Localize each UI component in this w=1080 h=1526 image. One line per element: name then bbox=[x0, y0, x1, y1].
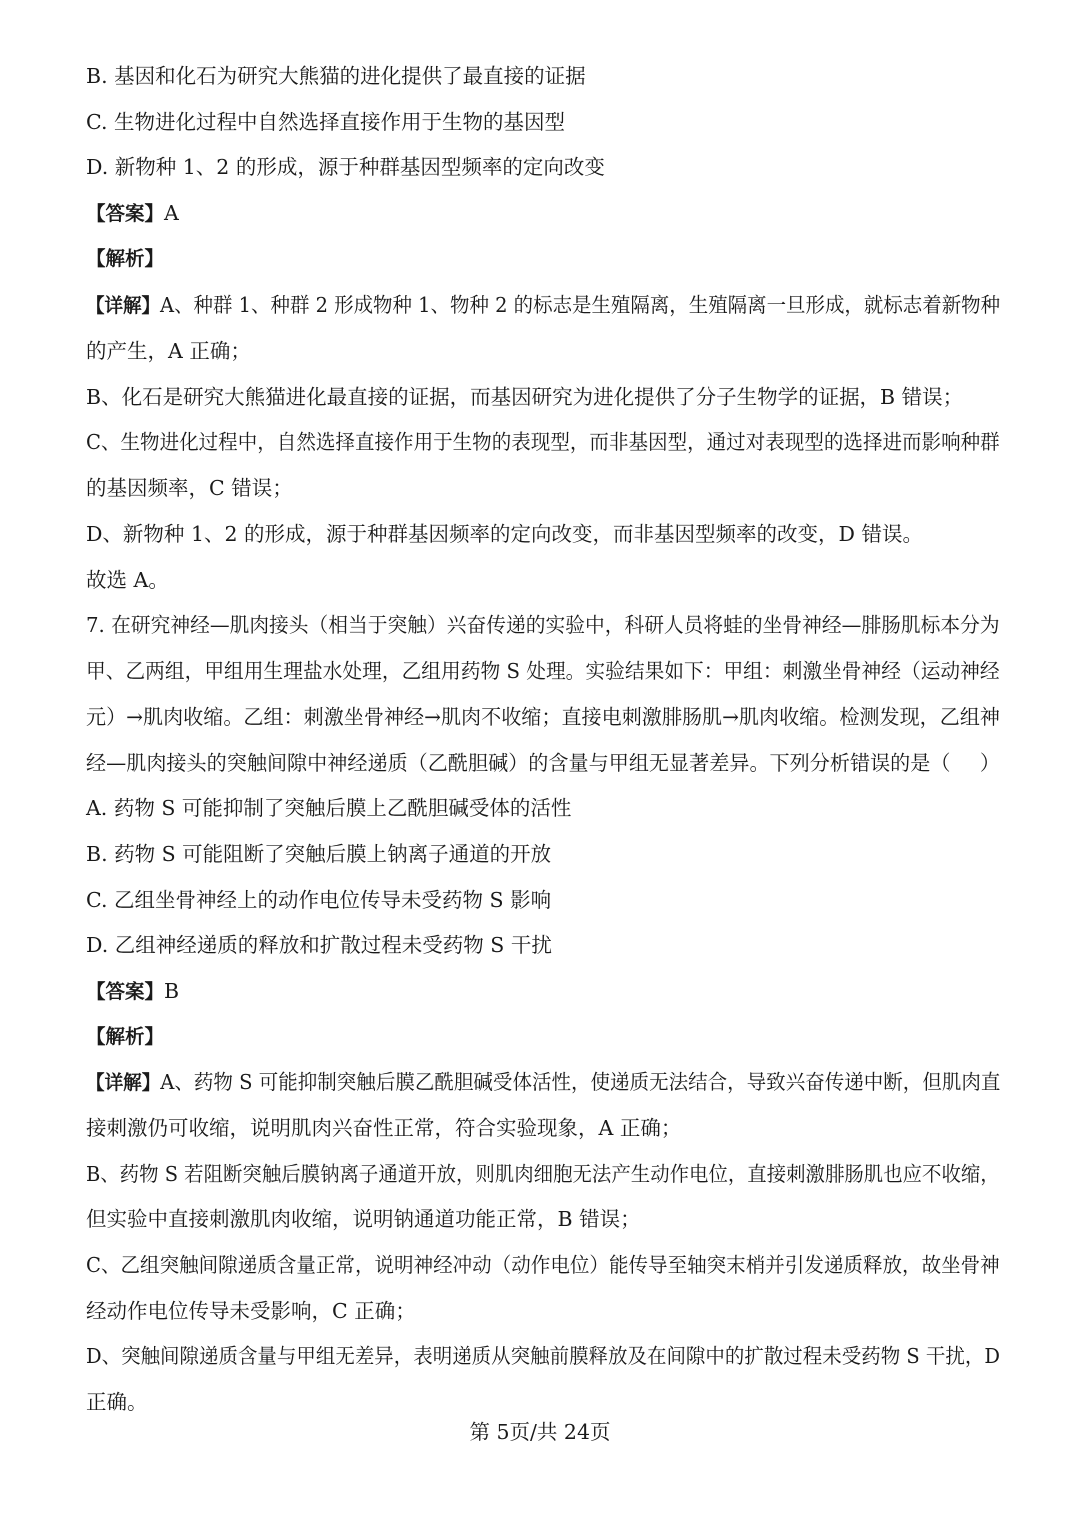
q7-option-d: D. 乙组神经递质的释放和扩散过程未受药物 S 干扰 bbox=[86, 933, 552, 957]
q6-detail-line bbox=[86, 291, 1000, 320]
q6-detail-line: B、化石是研究大熊猫进化最直接的证据，而基因研究为进化提供了分子生物学的证据，B 错误； bbox=[86, 385, 964, 409]
q7-detail-line: B、药物 S 若阻断突触后膜钠离子通道开放，则肌肉细胞无法产生动作电位，直接刺激腓肠肌也应不收缩， bbox=[86, 1162, 1000, 1186]
q7-option-a: A. 药物 S 可能抑制了突触后膜上乙酰胆碱受体的活性 bbox=[86, 796, 572, 820]
q7-stem-line: 7. 在研究神经—肌肉接头（相当于突触）兴奋传递的实验中，科研人员将蛙的坐骨神经—腓肠肌标本分为 bbox=[86, 613, 1000, 637]
q7-stem-line: 甲、乙两组，甲组用生理盐水处理，乙组用药物 S 处理。实验结果如下：甲组：刺激坐骨神经（运动神经 bbox=[86, 659, 1000, 683]
q7-detail-line: 正确。 bbox=[86, 1390, 148, 1414]
q6-detail-line: D、新物种 1、2 的形成，源于种群基因频率的定向改变，而非基因型频率的改变，D 错误。 bbox=[86, 522, 924, 546]
q7-detail-line: 但实验中直接刺激肌肉收缩，说明钠通道功能正常，B 错误； bbox=[86, 1207, 641, 1231]
q6-detail-line: 的基因频率，C 错误； bbox=[86, 476, 293, 500]
q6-option-c: C. 生物进化过程中自然选择直接作用于生物的基因型 bbox=[86, 110, 565, 134]
q7-stem-line bbox=[86, 749, 1000, 777]
q6-detail-line: 的产生，A 正确； bbox=[86, 339, 251, 363]
q6-option-d: D. 新物种 1、2 的形成，源于种群基因型频率的定向改变 bbox=[86, 155, 605, 179]
q6-detail-line: C、生物进化过程中，自然选择直接作用于生物的表现型，而非基因型，通过对表现型的选择进而影响种群 bbox=[86, 430, 1000, 454]
q7-option-c: C. 乙组坐骨神经上的动作电位传导未受药物 S 影响 bbox=[86, 888, 552, 912]
detail-tag: 【详解】 bbox=[86, 1071, 161, 1094]
q7-answer bbox=[86, 977, 179, 1006]
q6-option-b: B. 基因和化石为研究大熊猫的进化提供了最直接的证据 bbox=[86, 64, 586, 88]
answer-tag: 【答案】 bbox=[86, 202, 165, 225]
detail-tag: 【详解】 bbox=[86, 294, 161, 317]
q7-stem-line: 元）→肌肉收缩。乙组：刺激坐骨神经→肌肉不收缩；直接电刺激腓肠肌→肌肉收缩。检测发现，乙组神 bbox=[86, 705, 1000, 729]
q7-detail-line: 接刺激仍可收缩，说明肌肉兴奋性正常，符合实验现象，A 正确； bbox=[86, 1116, 682, 1140]
q7-detail-line bbox=[86, 1068, 1000, 1097]
q7-detail-line: C、乙组突触间隙递质含量正常，说明神经冲动（动作电位）能传导至轴突末梢并引发递质释放，故坐骨神 bbox=[86, 1253, 1000, 1277]
q7-detail-line: 经动作电位传导未受影响，C 正确； bbox=[86, 1299, 416, 1323]
answer-tag: 【答案】 bbox=[86, 980, 165, 1003]
q7-option-b: B. 药物 S 可能阻断了突触后膜上钠离子通道的开放 bbox=[86, 842, 552, 866]
q7-detail-line: D、突触间隙递质含量与甲组无差异，表明递质从突触前膜释放及在间隙中的扩散过程未受药物 S 干扰，D bbox=[86, 1344, 1000, 1368]
page-number: 第 5页/共 24页 bbox=[469, 1420, 611, 1444]
stem-close: ） bbox=[979, 751, 1001, 775]
q6-answer bbox=[86, 199, 179, 228]
stem-text: 经—肌肉接头的突触间隙中神经递质（乙酰胆碱）的含量与甲组无显著差异。下列分析错误的是（ bbox=[86, 751, 951, 775]
q6-conclusion: 故选 A。 bbox=[86, 568, 169, 592]
q6-analysis-tag: 【解析】 bbox=[86, 247, 165, 270]
detail-text: A、药物 S 可能抑制突触后膜乙酰胆碱受体活性，使递质无法结合，导致兴奋传递中断，但肌肉直 bbox=[160, 1070, 1001, 1094]
answer-value: B bbox=[164, 979, 180, 1003]
q7-analysis-tag: 【解析】 bbox=[86, 1025, 165, 1048]
detail-text: A、种群 1、种群 2 形成物种 1、物种 2 的标志是生殖隔离，生殖隔离一旦形成，就标志着新物种 bbox=[160, 293, 1001, 317]
answer-value: A bbox=[164, 201, 179, 225]
